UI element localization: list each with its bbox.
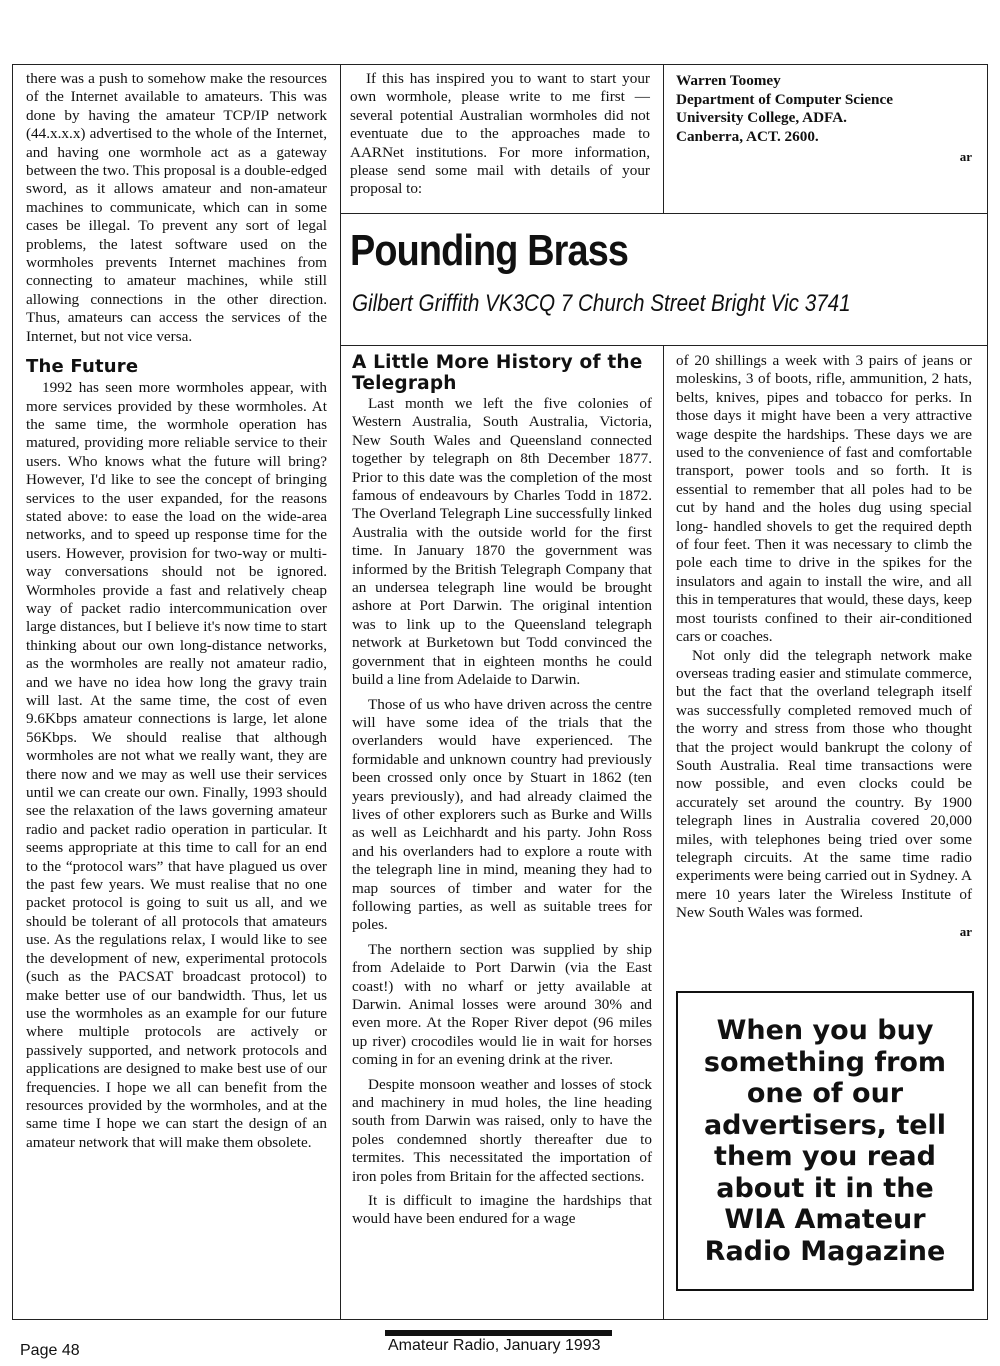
author-byline: Gilbert Griffith VK3CQ 7 Church Street Bright Vic 3741	[352, 290, 851, 317]
telegraph-column-2	[676, 352, 972, 941]
advertiser-notice-box	[676, 991, 974, 1291]
section-heading-future: The Future	[26, 356, 139, 378]
wormhole-intro-paragraph: there was a push to somehow make the resources of the Internet available to amateurs. This was done by having the amateur TCP/IP network (44.x.x.x) advertised to the whole of the Internet, and having one wormhole act as a gateway between the two. This proposal is a double-edged sword, as it allows amateur and non-amateur machines to communicate, which can in some cases be illegal. To prevent any sort of legal problems, the latest software used on the wormholes prevents Internet machines from connecting to amateur machines, while still allowing connections in the other direction. Thus, amateurs can access the services of the Internet, but not vice versa.	[26, 70, 327, 345]
article-paragraph-6: of 20 shillings a week with 3 pairs of jeans or moleskins, 3 of boots, rifle, ammunition, 2 hats, belts, knives, pipes and tobacco for perks. In those days it might have been a very attractive wage despite the hardships. These days we are used to the convenience of fast and comfortable transport, power tools and so forth. It is essential to remember that all poles had to be cut by hand and the holes dug using special long- handled shovels to get the required depth of four feet. Then it was necessary to climb the pole each time to drive in the spikes for the insulators and again to install the wire, and all this in temperatures that would, these days, keep most tourists confined to their air-conditioned cars or coaches.	[676, 352, 972, 646]
contact-name: Warren Toomey	[676, 72, 781, 89]
article-paragraph-7: Not only did the telegraph network make overseas trading easier and stimulate commerce, but the fact that the overland telegraph itself was successfully completed removed much of the worry and stress from those who thought that the project would bankrupt the colony of South Australia. Real time transactions were now possible, and even clocks could be accurately set around the country. By 1900 telegraph lines in Australia covered 20,000 miles, with telephones being tried over some telegraph circuits. At the same time radio experiments were being carried out in Sydney. A mere 10 years later the Wireless Institute of New South Wales was formed.	[676, 646, 972, 922]
contact-address	[676, 72, 972, 167]
end-mark: ar	[959, 149, 972, 164]
column-title: Pounding Brass	[350, 226, 629, 275]
page-number: Page 48	[20, 1342, 80, 1359]
article-paragraph-2: Those of us who have driven across the centre will have some idea of the trials that the overlanders would have experienced. The formidable and unknown country had previously been crossed only once by Stuart in 1862 (ten years previously), and had already claimed the lives of other explorers such as Burke and Wills as well as Leichhardt and his party. John Ross and his overlanders had to explore a route with the telegraph line in mind, meaning they had to map sources of timber and water for the following parties, as well as suitable trees for poles.	[352, 695, 652, 934]
inspired-paragraph: If this has inspired you to want to start your own wormhole, please write to me first — several potential Australian wormholes did not eventuate due to the approaches made to AARNet institutions. For more information, please send some mail with details of your proposal to:	[350, 70, 650, 198]
contact-department: Department of Computer Science	[676, 90, 893, 108]
contact-city: Canberra, ACT. 2600.	[676, 127, 819, 145]
article-paragraph-1: Last month we left the five colonies of Western Australia, South Australia, Victoria, New South Wales and Queensland connected together by telegraph on 8th December 1877. Prior to this date was the completion of the most famous of endeavours by Charles Todd in 1872. The Overland Telegraph Line successfully linked Australia with the outside world for the first time. In January 1870 the government was informed by the British Telegraph Company that an undersea telegraph line would be brought ashore at Port Darwin. The original intention was to link up to the Queensland telegraph network at Burketown but Todd convinced the government that in eighteen months he could build a line from Adelaide to Darwin.	[352, 395, 652, 689]
footer-rule	[385, 1330, 612, 1336]
magazine-issue: Amateur Radio, January 1993	[388, 1337, 601, 1354]
end-mark: ar	[959, 923, 972, 939]
contact-college: University College, ADFA.	[676, 109, 847, 126]
left-column	[26, 70, 327, 1152]
advertiser-notice-text: When you buy something from one of our advertisers, tell them you read about it in the WIA Amateur Radio Magazine	[703, 1015, 947, 1267]
top-middle-text	[350, 70, 650, 199]
article-paragraph-5: It is difficult to imagine the hardships that would have been endured for a wage	[352, 1192, 652, 1228]
article-heading: A Little More History of the Telegraph	[352, 352, 643, 394]
article-paragraph-3: The northern section was supplied by ship from Adelaide to Port Darwin (via the East coast!) with no wharf or jetty available at Darwin. Animal losses were around 30% and even more. At the Roper River depot (96 miles up river) crocodiles would lie in wait for horses coming in for an evening drink at the river.	[352, 940, 652, 1069]
article-paragraph-4: Despite monsoon weather and losses of stock and machinery in mud holes, the line heading south from Darwin was raised, only to have the poles condemned shortly thereafter due to termites. This necessitated the importation of iron poles from Britain for the affected sections.	[352, 1075, 652, 1185]
telegraph-column-1	[352, 352, 652, 1229]
future-paragraph: 1992 has seen more wormholes appear, with more services provided by these wormholes. At the same time, the wormhole operation has matured, providing more reliable service to their users. Who knows what the future will bring? However, I'd like to see the concept of bringing services to the user expanded, for the reasons stated above: to ease the load on the wide-area networks, and to speed up response time for the users. However, provision for two-way or multi-way conversations should not be ignored. Wormholes provide a fast and relatively cheap way of packet radio intercommunication over large distances, but I believe it's now time to start thinking about our own long-distance networks, as the wormholes are really not amateur radio, and we have no idea how long the gravy train will last. At the same time, the cost of even 9.6Kbps amateur connections is large, let alone 56Kbps. We should realise that although wormholes are not what we really want, they are there now and we may as well use their services until we can create our own. Finally, 1993 should see the relaxation of the laws governing amateur radio and packet radio operation in particular. It seems appropriate at this time to call for an end to the “protocol wars” that have plagued us over the past few years. We must realise that no one packet protocol is going to suit us all, and we should be tolerant of all protocols that amateurs use. As the regulations relax, I would like to see the development of new, experimental protocols (such as the PACSAT broadcast protocol) to make better use of our bandwidth. Thus, let us use the wormholes as an example for our future where multiple protocols are actively or passively supported, and network protocols and applications are designed to make best use of our frequencies. I hope we all can benefit from the resources provided by the wormholes, and at the same time I hope we can start the design of an amateur network that will make them obsolete.	[26, 379, 327, 1151]
